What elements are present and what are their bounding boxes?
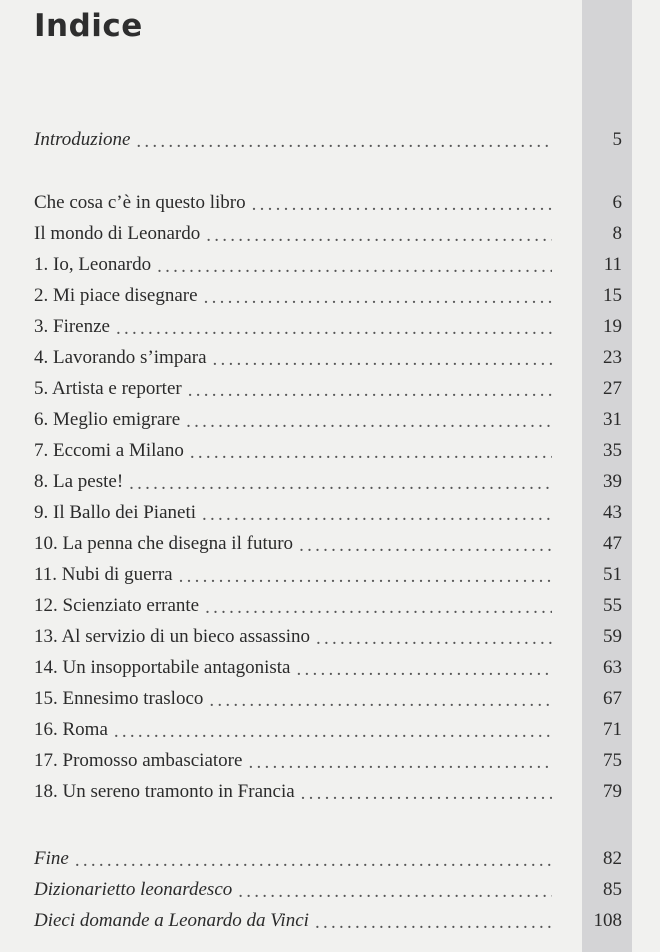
toc-entry-page-number: 6 xyxy=(612,192,622,213)
toc-entry-page-number: 15 xyxy=(603,285,622,306)
toc-entry-title: 8. La peste! xyxy=(34,471,124,492)
dot-leader xyxy=(248,752,552,770)
toc-entry-title: 12. Scienziato errante xyxy=(34,595,200,616)
toc-entry xyxy=(34,875,630,905)
toc-entry-title: 6. Meglio emigrare xyxy=(34,409,181,430)
toc-entry-title: Che cosa c’è in questo libro xyxy=(34,192,246,213)
dot-leader xyxy=(114,721,552,739)
toc-entry-page-number: 51 xyxy=(603,564,622,585)
toc-entry xyxy=(34,844,630,874)
toc-entry-title: 5. Artista e reporter xyxy=(34,378,182,399)
dot-leader xyxy=(136,131,552,149)
dot-leader xyxy=(209,690,552,708)
toc-entry-title: 17. Promosso ambasciatore xyxy=(34,750,243,771)
dot-leader xyxy=(301,783,552,801)
toc-entry-page-number: 23 xyxy=(603,347,622,368)
toc-entry-page-number: 35 xyxy=(603,440,622,461)
toc-entry-title: Dieci domande a Leonardo da Vinci xyxy=(34,910,309,931)
toc-entry-page-number: 67 xyxy=(603,688,622,709)
toc-entry-title: Dizionarietto leonardesco xyxy=(34,879,233,900)
dot-leader xyxy=(204,287,552,305)
toc-entry xyxy=(34,777,630,807)
toc-entry-title: 2. Mi piace disegnare xyxy=(34,285,198,306)
toc-entry xyxy=(34,746,630,776)
toc-entry xyxy=(34,529,630,559)
toc-entry-page-number: 63 xyxy=(603,657,622,678)
toc-entry-page-number: 55 xyxy=(603,595,622,616)
toc-entry-title: 3. Firenze xyxy=(34,316,110,337)
toc-entry xyxy=(34,467,630,497)
toc-entry-title: 9. Il Ballo dei Pianeti xyxy=(34,502,197,523)
toc-entry xyxy=(34,436,630,466)
dot-leader xyxy=(299,535,552,553)
toc-entry-page-number: 19 xyxy=(603,316,622,337)
toc-entry-title: 4. Lavorando s’impara xyxy=(34,347,207,368)
toc-entry xyxy=(34,622,630,652)
toc-entry-page-number: 47 xyxy=(603,533,622,554)
toc-entry xyxy=(34,715,630,745)
toc-entry-title: 11. Nubi di guerra xyxy=(34,564,173,585)
toc-entry-page-number: 31 xyxy=(603,409,622,430)
toc-entry-title: Fine xyxy=(34,848,69,869)
toc-entry-page-number: 11 xyxy=(603,254,622,275)
toc-entry xyxy=(34,405,630,435)
toc-entry xyxy=(34,591,630,621)
dot-leader xyxy=(188,380,552,398)
toc-entry xyxy=(34,250,630,280)
toc-entry-title: 10. La penna che disegna il futuro xyxy=(34,533,294,554)
toc-entry-page-number: 75 xyxy=(603,750,622,771)
dot-leader xyxy=(315,912,552,930)
toc-entry-page-number: 59 xyxy=(603,626,622,647)
dot-leader xyxy=(202,504,552,522)
toc-entry-page-number: 5 xyxy=(612,129,622,150)
toc-entry xyxy=(34,219,630,249)
toc-entry-page-number: 85 xyxy=(603,879,622,900)
toc-entry xyxy=(34,281,630,311)
toc-entry-page-number: 39 xyxy=(603,471,622,492)
dot-leader xyxy=(238,881,552,899)
dot-leader xyxy=(213,349,552,367)
toc-entry-title: 14. Un insopportabile antagonista xyxy=(34,657,291,678)
dot-leader xyxy=(190,442,552,460)
dot-leader xyxy=(206,225,552,243)
toc-entry xyxy=(34,498,630,528)
dot-leader xyxy=(205,597,552,615)
toc-entry-title: 7. Eccomi a Milano xyxy=(34,440,184,461)
dot-leader xyxy=(296,659,552,677)
toc-entry-title: 18. Un sereno tramonto in Francia xyxy=(34,781,295,802)
toc-entry xyxy=(34,560,630,590)
dot-leader xyxy=(316,628,552,646)
toc-entry xyxy=(34,343,630,373)
dot-leader xyxy=(75,850,552,868)
dot-leader xyxy=(129,473,552,491)
toc-entry-page-number: 79 xyxy=(603,781,622,802)
toc-entry xyxy=(34,188,630,218)
dot-leader xyxy=(186,411,552,429)
toc-entry-page-number: 82 xyxy=(603,848,622,869)
toc-entry-page-number: 108 xyxy=(593,910,622,931)
dot-leader xyxy=(179,566,552,584)
toc-entry-title: 15. Ennesimo trasloco xyxy=(34,688,204,709)
toc-entry xyxy=(34,374,630,404)
dot-leader xyxy=(116,318,552,336)
toc-entry-page-number: 71 xyxy=(603,719,622,740)
toc-entry-title: 13. Al servizio di un bieco assassino xyxy=(34,626,310,647)
toc-entry-page-number: 8 xyxy=(612,223,622,244)
toc-entry xyxy=(34,684,630,714)
toc-entry-title: 16. Roma xyxy=(34,719,108,740)
dot-leader xyxy=(157,256,552,274)
toc-entry-title: 1. Io, Leonardo xyxy=(34,254,152,275)
toc-entry-title: Introduzione xyxy=(34,129,131,150)
toc-entry-page-number: 27 xyxy=(603,378,622,399)
toc-entry xyxy=(34,906,630,936)
dot-leader xyxy=(252,194,552,212)
toc-entry-title: Il mondo di Leonardo xyxy=(34,223,201,244)
page-title: Indice xyxy=(34,8,143,44)
toc-entry-page-number: 43 xyxy=(603,502,622,523)
toc-entry xyxy=(34,125,630,155)
toc-entry xyxy=(34,653,630,683)
toc-entry xyxy=(34,312,630,342)
